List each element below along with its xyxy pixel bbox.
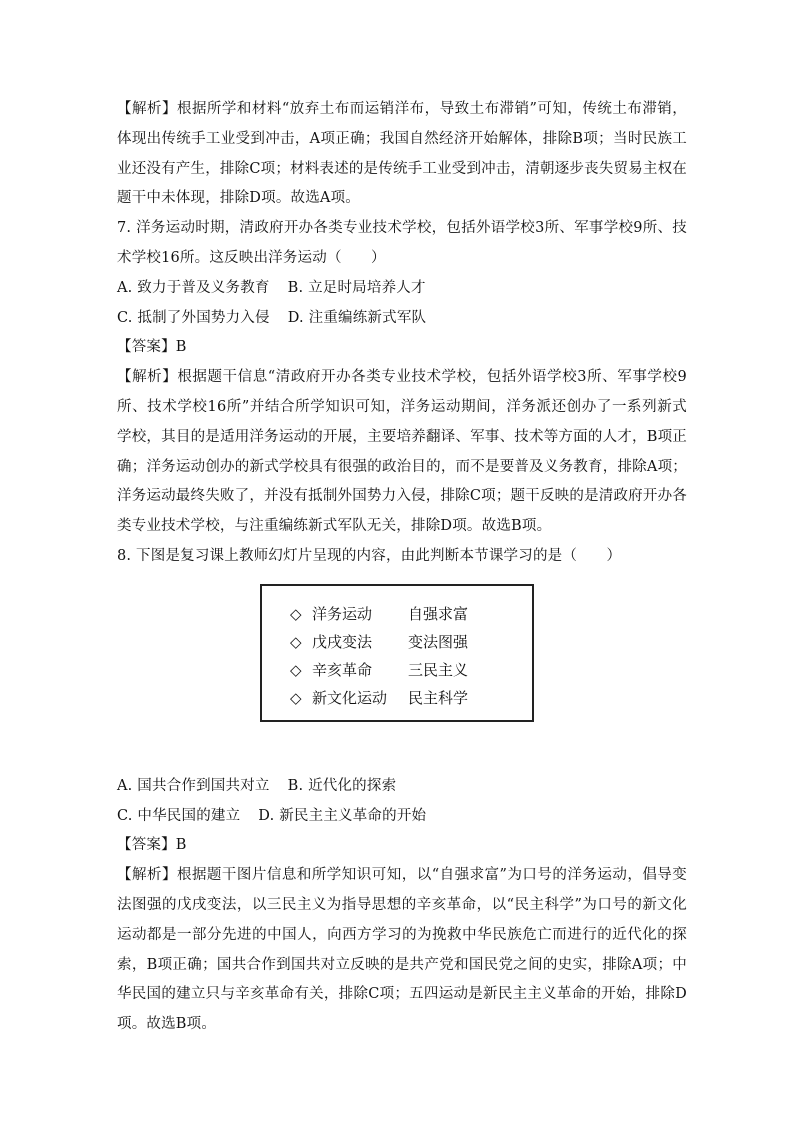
slide-slogan: 变法图强 [408,632,469,651]
slide-box [260,584,534,722]
q7-option-c: C. 抵制了外国势力入侵 [117,309,270,326]
q7-option-d: D. 注重编练新式军队 [287,309,427,326]
q8-option-b: B. 近代化的探索 [287,777,397,794]
q8-option-d: D. 新民主主义革命的开始 [258,807,427,824]
analysis-text: 根据题干图片信息和所学知识可知，以“自强求富”为口号的洋务运动，倡导变法图强的戊戌变法，以三民主义为指导思想的辛亥革命，以“民主科学”为口号的新文化运动都是一部分先进的中国人，向西方学习的为挽救中华民族危亡而进行的近代化的探索，B项正确；国共合作到国共对立反映的是共产党和国民党之间的史实，排除A项；中华民国的建立只与辛亥革命有关，排除C项；五四运动是新民主主义革命的开始，排除D项。故选B项。 [117,867,687,1033]
analysis-text: 根据所学和材料“放弃土布而运销洋布，导致土布滞销”可知，传统土布滞销，体现出传统手工业受到冲击，A项正确；我国自然经济开始解体，排除B项；当时民族工业还没有产生，排除C项；材料表述的是传统手工业受到冲击，清朝逐步丧失贸易主权在题干中未体现，排除D项。故选A项。 [117,101,687,207]
slide-row [290,656,520,684]
q8-answer: 【答案】B [117,837,187,854]
analysis-tag: 【解析】 [117,369,178,386]
q7-analysis [117,363,687,542]
q7-stem: 7. 洋务运动时期，清政府开办各类专业技术学校，包括外语学校3所、军事学校9所、技术学校16所。这反映出洋务运动（ ） [117,220,687,266]
q8-options-row-2 [117,802,687,832]
q7-option-b: B. 立足时局培养人才 [287,279,426,296]
q8-stem: 8. 下图是复习课上教师幻灯片呈现的内容，由此判断本节课学习的是（ ） [117,547,622,564]
slide-movement-name: 戊戌变法 [312,632,373,651]
slide-row [290,628,520,656]
q6-analysis [117,95,687,214]
slide-movement-name: 辛亥革命 [312,660,373,679]
q7-options-row-2 [117,304,687,334]
q7-answer: 【答案】B [117,339,187,356]
slide-row [290,600,520,628]
q8-option-c: C. 中华民国的建立 [117,807,241,824]
analysis-text: 根据题干信息“清政府开办各类专业技术学校，包括外语学校3所、军事学校9所、技术学校16所”并结合所学知识可知，洋务运动期间，洋务派还创办了一系列新式学校，其目的是适用洋务运动的开展，主要培养翻译、军事、技术等方面的人才，B项正确；洋务运动创办的新式学校具有很强的政治目的，而不是要普及义务教育，排除A项；洋务运动最终失败了，并没有抵制外国势力入侵，排除C项；题干反映的是清政府开办各类专业技术学校，与注重编练新式军队无关，排除D项。故选B项。 [117,369,687,535]
slide-slogan: 自强求富 [408,604,469,623]
slide-row [290,684,520,712]
q8-options-row-1 [117,772,687,802]
diamond-icon: ◇ [290,660,302,679]
diamond-icon: ◇ [290,632,302,651]
diamond-icon: ◇ [290,604,302,623]
slide-slogan: 三民主义 [408,660,469,679]
slide-movement-name: 新文化运动 [312,688,388,707]
diamond-icon: ◇ [290,688,302,707]
analysis-tag: 【解析】 [117,101,177,117]
q7-options-row-1 [117,274,687,304]
q8-option-a: A. 国共合作到国共对立 [117,777,270,794]
analysis-tag: 【解析】 [117,867,177,884]
slide-slogan: 民主科学 [408,688,469,707]
q8-analysis [117,861,687,1040]
q7-option-a: A. 致力于普及义务教育 [117,279,270,296]
slide-figure [117,572,687,772]
page-content [117,95,687,1040]
slide-movement-name: 洋务运动 [312,604,373,623]
